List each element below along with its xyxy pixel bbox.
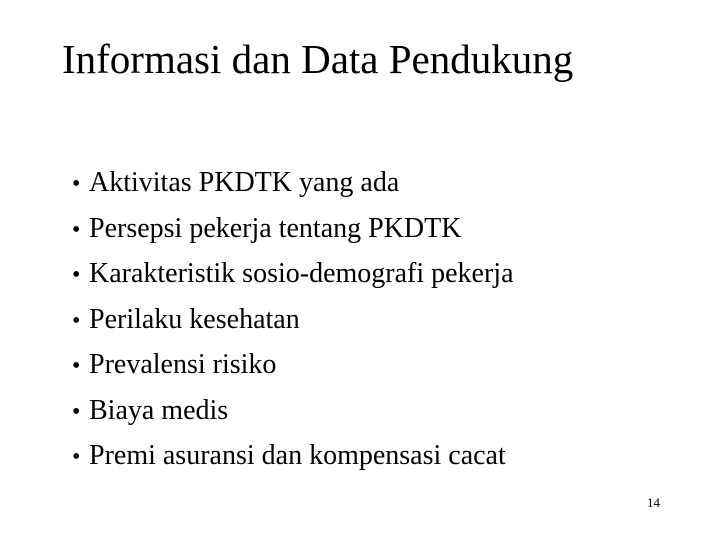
bullet-text: Aktivitas PKDTK yang ada [89,167,400,198]
bullet-mark: • [72,216,81,243]
bullet-text: Perilaku kesehatan [89,303,300,335]
bullet-item [72,206,514,252]
bullet-mark: • [72,171,81,197]
bullet-text: Biaya medis [89,394,229,426]
bullet-mark: • [72,307,81,334]
bullet-item [72,251,514,297]
bullet-mark: • [72,262,81,288]
bullet-text: Prevalensi risiko [89,349,277,380]
bullet-text: Karakteristik sosio-demografi pekerja [89,258,514,289]
bullet-item [72,160,514,206]
bullet-item [72,388,514,434]
bullet-text: Persepsi pekerja tentang PKDTK [89,212,462,244]
bullet-item [72,433,514,479]
bullet-list [72,160,514,479]
bullet-item [72,297,514,343]
slide-title: Informasi dan Data Pendukung [62,36,574,82]
bullet-text: Premi asuransi dan kompensasi cacat [89,440,506,471]
bullet-mark: • [72,398,81,425]
bullet-item [72,342,514,388]
bullet-mark: • [72,353,81,379]
bullet-mark: • [72,444,81,470]
page-number: 14 [647,495,660,510]
